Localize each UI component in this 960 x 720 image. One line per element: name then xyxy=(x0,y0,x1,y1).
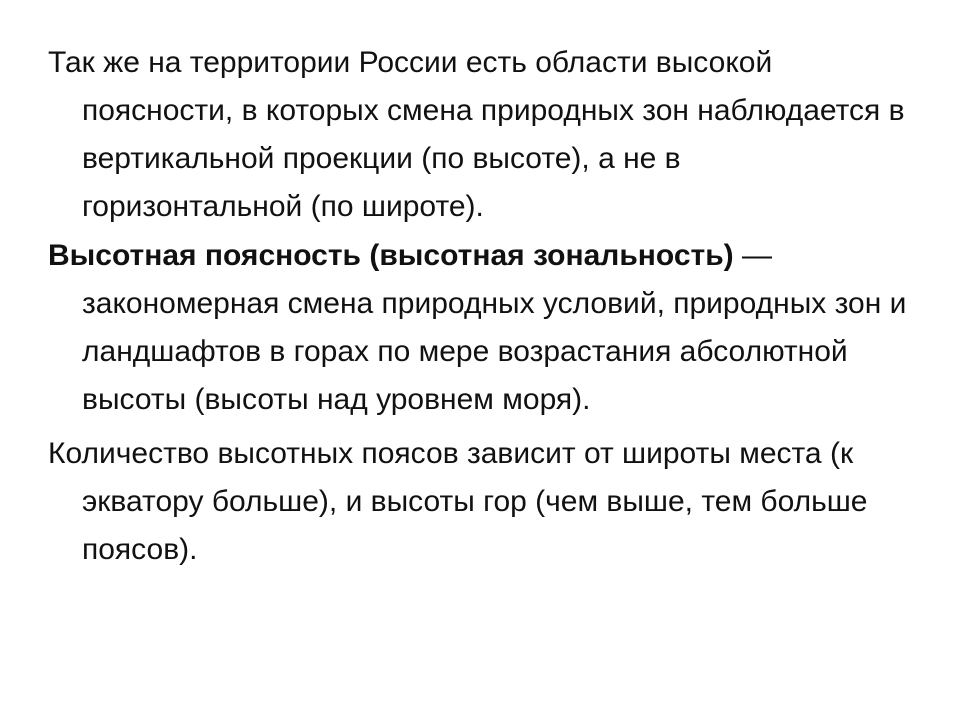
definition-text: — закономерная смена природных условий, природных зон и ландшафтов в горах по мере возрастания абсолютной высоты (высоты над уровнем моря). xyxy=(82,239,907,416)
slide-body xyxy=(48,39,908,574)
paragraph-mountain-regions: Так же на территории России есть области высокой поясности, в которых смена природных зон наблюдается в вертикальной проекции (по высоте), а не в горизонтальной (по широте). xyxy=(48,46,905,223)
term-altitudinal-zonation: Высотная поясность (высотная зональность) xyxy=(48,239,734,272)
paragraph-altitudinal-zonation-definition xyxy=(48,232,908,424)
paragraph-number-of-belts: Количество высотных поясов зависит от широты места (к экватору больше), и высоты гор (чем выше, тем больше поясов). xyxy=(48,437,868,566)
